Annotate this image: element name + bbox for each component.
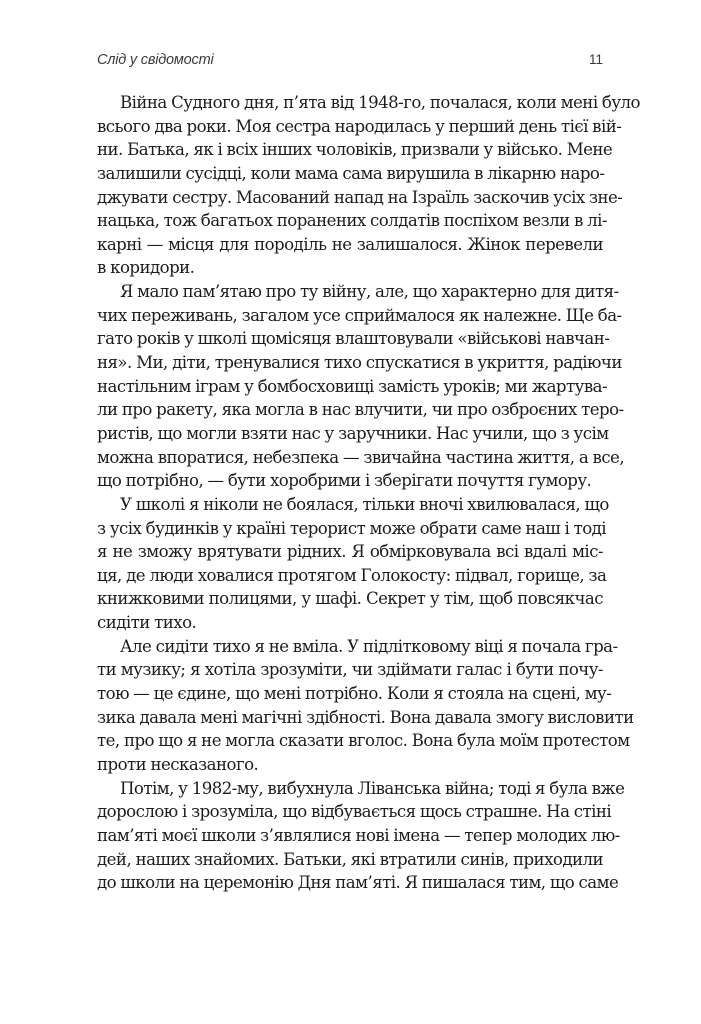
text-line: пам’яті моєї школи з’являлися нові імена — тепер молодих лю-	[97, 825, 620, 845]
text-line: нацька, тож багатьох поранених солдатів поспіхом везли в лі-	[97, 211, 607, 231]
text-line: ти музику; я хотіла зрозуміти, чи здіймати галас і бути почу-	[97, 660, 603, 680]
text-line: сидіти тихо.	[97, 613, 197, 633]
text-line: карні — місця для породіль не залишалося. Жінок перевели	[97, 234, 603, 254]
text-line: можна впоратися, небезпека — звичайна частина життя, а все,	[97, 447, 625, 467]
text-line: Я мало пам’ятаю про ту війну, але, що характерно для дитя-	[120, 282, 619, 302]
text-line: в коридори.	[97, 258, 195, 278]
text-line: ристів, що могли взяти нас у заручники. Нас учили, що з усім	[97, 423, 609, 443]
text-line: проти несказаного.	[97, 754, 259, 774]
text-line: залишили сусідці, коли мама сама вирушила в лікарню наро-	[97, 163, 605, 183]
text-line: ця, де люди ховалися протягом Голокосту: підвал, горище, за	[97, 565, 607, 585]
body-text	[97, 91, 640, 895]
paragraph-1	[97, 91, 640, 280]
text-line: дорослою і зрозуміла, що відбувається щось страшне. На стіні	[97, 802, 612, 822]
text-line: ни. Батька, як і всіх інших чоловіків, призвали у військо. Мене	[97, 140, 613, 160]
text-line: У школі я ніколи не боялася, тільки вночі хвилювалася, що	[120, 494, 609, 514]
text-line: гато років у школі щомісяця влаштовували «військові навчан-	[97, 329, 610, 349]
text-line: з усіх будинків у країні терорист може обрати саме наш і тоді	[97, 518, 607, 538]
paragraph-5	[97, 777, 625, 895]
text-line: чих переживань, загалом усе сприймалося як належне. Ще ба-	[97, 305, 622, 325]
text-line: Потім, у 1982-му, вибухнула Ліванська війна; тоді я була вже	[120, 778, 625, 798]
text-line: те, про що я не могла сказати вголос. Вона була моїм протестом	[97, 731, 630, 751]
text-line: книжковими полицями, у шафі. Секрет у тім, щоб повсякчас	[97, 589, 603, 609]
text-line: настільним іграм у бомбосховищі замість уроків; ми жартува-	[97, 376, 608, 396]
text-line: всього два роки. Моя сестра народилась у перший день тієї вій-	[97, 116, 622, 136]
text-line: до школи на церемонію Дня пам’яті. Я пишалася тим, що саме	[97, 873, 619, 893]
paragraph-4	[97, 635, 634, 777]
running-title: Слід у свідомості	[97, 52, 214, 68]
text-line: дей, наших знайомих. Батьки, які втратили синів, приходили	[97, 849, 603, 869]
running-header	[97, 52, 603, 72]
text-line: Але сидіти тихо я не вміла. У підлітковому віці я почала гра-	[120, 636, 618, 656]
text-line: зика давала мені магічні здібності. Вона давала змогу висловити	[97, 707, 634, 727]
text-line: тою — це єдине, що мені потрібно. Коли я стояла на сцені, му-	[97, 684, 612, 704]
page-number: 11	[588, 52, 603, 67]
text-line: джувати сестру. Масований напад на Ізраїль заскочив усіх зне-	[97, 187, 623, 207]
text-line: ли про ракету, яка могла в нас влучити, чи про озброєних теро-	[97, 400, 624, 420]
paragraph-2	[97, 280, 625, 493]
text-line: що потрібно, — бути хоробрими і зберігати почуття гумору.	[97, 471, 592, 491]
text-line: ня». Ми, діти, тренувалися тихо спускатися в укриття, радіючи	[97, 353, 622, 373]
text-line: я не зможу врятувати рідних. Я обмірковувала всі вдалі міс-	[97, 542, 603, 562]
paragraph-3	[97, 493, 609, 635]
text-line: Війна Судного дня, п’ята від 1948-го, почалася, коли мені було	[120, 93, 640, 112]
